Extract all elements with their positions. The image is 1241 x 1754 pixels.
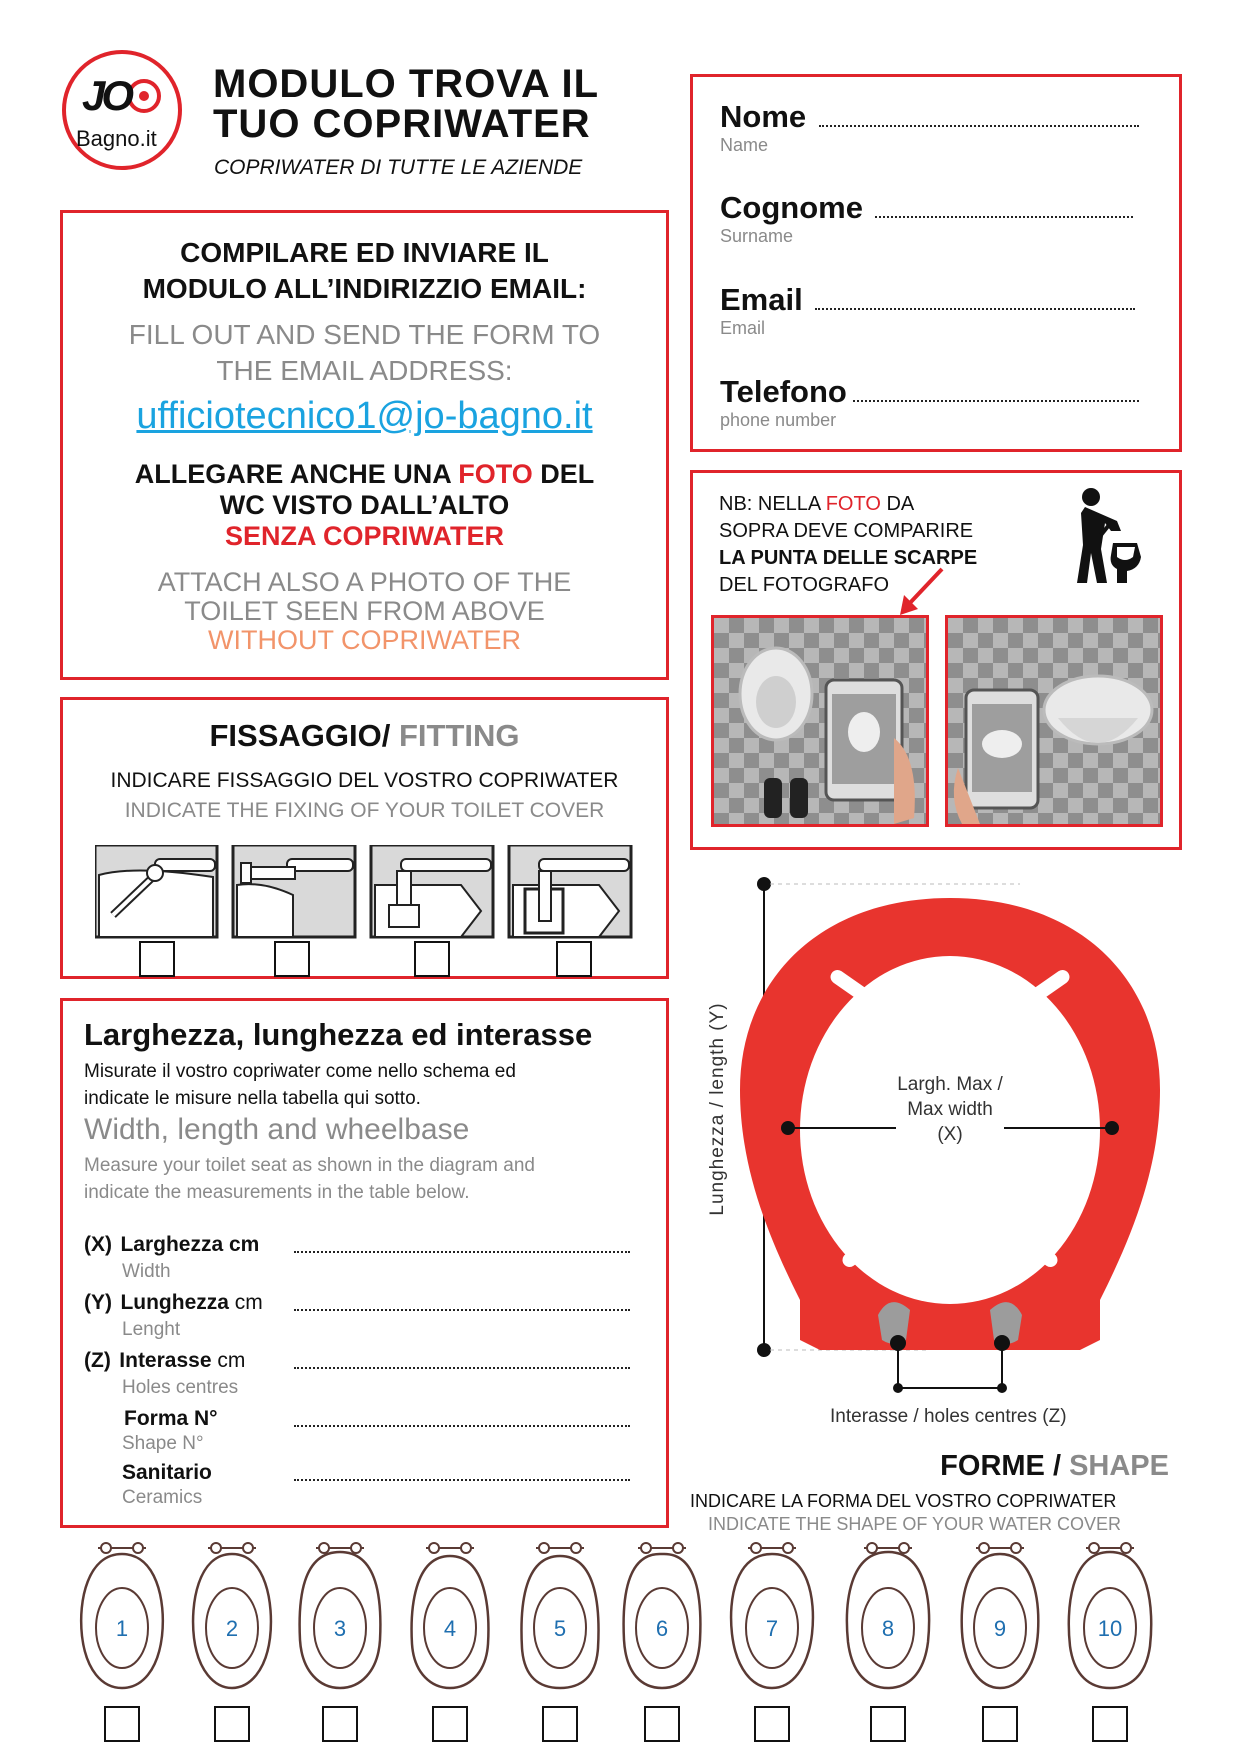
fitting-checkbox-2[interactable] — [274, 941, 310, 977]
contact-box — [690, 74, 1182, 452]
shape-option-5[interactable] — [510, 1540, 610, 1740]
email-input[interactable] — [815, 294, 1135, 310]
surname-input[interactable] — [875, 202, 1133, 218]
shape-checkbox-8[interactable] — [870, 1706, 906, 1742]
photographer-icon — [1061, 483, 1151, 593]
shape-checkbox-6[interactable] — [644, 1706, 680, 1742]
shapes-title: FORME / SHAPE — [940, 1450, 1169, 1482]
measures-title-en: Width, length and wheelbase — [84, 1113, 470, 1146]
fitting-type-3-icon — [371, 845, 493, 937]
length-input[interactable] — [294, 1295, 630, 1311]
shape-option-2[interactable] — [182, 1540, 282, 1740]
seat-shape-8-icon — [838, 1540, 938, 1692]
seat-shape-4-icon — [400, 1540, 500, 1692]
shape-options — [60, 1540, 1200, 1740]
fitting-type-2-icon — [233, 845, 355, 937]
contact-email-link[interactable]: ufficiotecnico1@jo-bagno.it — [136, 395, 593, 437]
shape-checkbox-4[interactable] — [432, 1706, 468, 1742]
instructions-box: COMPILARE ED INVIARE IL MODULO ALL’INDIRIZZIO EMAIL: FILL OUT AND SEND THE FORM TO THE EMAIL ADDRESS: ufficiotecnico1@jo-bagno.it ALLEGARE ANCHE UNA FOTO DEL WC VISTO DALL’ALTO SENZA COPRIWATER ATTACH ALSO A PHOTO OF THE TOILET SEEN FROM ABOVE WITHOUT COPRIWATER — [60, 210, 669, 680]
fitting-checkbox-1[interactable] — [139, 941, 175, 977]
seat-shape-10-icon — [1060, 1540, 1160, 1692]
fitting-diagrams — [95, 845, 643, 941]
example-photo-angle-view — [945, 615, 1163, 827]
shape-number-label: 9 — [993, 1616, 1007, 1641]
photo-note-box: NB: NELLA FOTO DA SOPRA DEVE COMPARIRE LA PUNTA DELLE SCARPE DEL FOTOGRAFO — [690, 470, 1182, 850]
shape-checkbox-1[interactable] — [104, 1706, 140, 1742]
shape-option-8[interactable] — [838, 1540, 938, 1740]
width-axis-label: Largh. Max / Max width (X) — [897, 1074, 1003, 1145]
shape-option-1[interactable] — [72, 1540, 172, 1740]
seat-shape-9-icon — [950, 1540, 1050, 1692]
fitting-type-1-icon — [95, 845, 217, 937]
email-field[interactable]: Email Email — [720, 282, 1155, 339]
seat-diagram — [700, 870, 1180, 1430]
name-field[interactable]: Nome Name — [720, 99, 1155, 156]
shape-checkbox-5[interactable] — [542, 1706, 578, 1742]
seat-diagram-drawing — [700, 870, 1180, 1430]
seat-shape-7-icon — [722, 1540, 822, 1692]
logo-mark: JO — [82, 72, 131, 119]
fitting-type-4-icon — [509, 845, 631, 937]
shape-option-7[interactable] — [722, 1540, 822, 1740]
example-photo-top-view — [711, 615, 929, 827]
page-subtitle: COPRIWATER DI TUTTE LE AZIENDE — [214, 156, 583, 179]
fitting-checkbox-3[interactable] — [414, 941, 450, 977]
shape-option-4[interactable] — [400, 1540, 500, 1740]
shape-checkbox-3[interactable] — [322, 1706, 358, 1742]
ceramics-row[interactable]: Sanitario Ceramics — [84, 1461, 644, 1509]
shape-checkbox-7[interactable] — [754, 1706, 790, 1742]
shape-number-label: 5 — [553, 1616, 567, 1641]
seat-shape-3-icon — [290, 1540, 390, 1692]
shape-number-label: 6 — [655, 1616, 669, 1641]
surname-field[interactable]: Cognome Surname — [720, 190, 1155, 247]
shape-row[interactable]: Forma N° Shape N° — [84, 1407, 644, 1455]
measures-box: Larghezza, lunghezza ed interasse Misurate il vostro copriwater come nello schema ed indicate le misure nella tabella qui sotto. Width, length and wheelbase Measure your toilet seat as shown in the diagram and indicate the measurements in the table below. (X) Larghezza cm Width (Y) Lunghezza cm Lenght (Z) Interasse cm Holes centres Forma N° Shape N° Sanitario Ceramics — [60, 998, 669, 1528]
holes-axis-label: Interasse / holes centres (Z) — [830, 1406, 1067, 1427]
shape-option-3[interactable] — [290, 1540, 390, 1740]
shape-checkbox-10[interactable] — [1092, 1706, 1128, 1742]
seat-shape-6-icon — [612, 1540, 712, 1692]
fitting-box: FISSAGGIO/ FITTING INDICARE FISSAGGIO DEL VOSTRO COPRIWATER INDICATE THE FIXING OF YOUR TOILET COVER — [60, 697, 669, 979]
holes-input[interactable] — [294, 1353, 630, 1369]
phone-input[interactable] — [853, 386, 1139, 402]
seat-shape-5-icon — [510, 1540, 610, 1692]
logo — [60, 48, 184, 172]
holes-row[interactable]: (Z) Interasse cm Holes centres — [84, 1349, 644, 1399]
seat-shape-1-icon — [72, 1540, 172, 1692]
phone-field[interactable]: Telefono phone number — [720, 374, 1155, 431]
measures-title: Larghezza, lunghezza ed interasse — [84, 1017, 593, 1052]
shape-number-label: 10 — [1097, 1616, 1123, 1641]
width-input[interactable] — [294, 1237, 630, 1253]
shape-number-label: 4 — [443, 1616, 457, 1641]
shape-checkbox-9[interactable] — [982, 1706, 1018, 1742]
shape-option-6[interactable] — [612, 1540, 712, 1740]
shape-number-label: 7 — [765, 1616, 779, 1641]
name-input[interactable] — [819, 111, 1139, 127]
width-row[interactable]: (X) Larghezza cm Width — [84, 1233, 644, 1283]
shapes-instructions: INDICARE LA FORMA DEL VOSTRO COPRIWATER INDICATE THE SHAPE OF YOUR WATER COVER — [690, 1491, 1122, 1534]
shape-input[interactable] — [294, 1411, 630, 1427]
shape-number-label: 3 — [333, 1616, 347, 1641]
page-title: MODULO TROVA IL TUO COPRIWATER — [213, 62, 600, 146]
fitting-checkbox-4[interactable] — [556, 941, 592, 977]
shape-number-label: 1 — [115, 1616, 129, 1641]
shape-checkbox-2[interactable] — [214, 1706, 250, 1742]
logo-site: Bagno.it — [76, 126, 157, 151]
shape-number-label: 2 — [225, 1616, 239, 1641]
shape-option-9[interactable] — [950, 1540, 1050, 1740]
shape-number-label: 8 — [881, 1616, 895, 1641]
shape-option-10[interactable] — [1060, 1540, 1160, 1740]
seat-shape-2-icon — [182, 1540, 282, 1692]
arrow-icon — [898, 565, 946, 617]
length-axis-label: Lunghezza / length (Y) — [707, 1002, 728, 1216]
length-row[interactable]: (Y) Lunghezza cm Lenght — [84, 1291, 644, 1341]
ceramics-input[interactable] — [294, 1465, 630, 1481]
